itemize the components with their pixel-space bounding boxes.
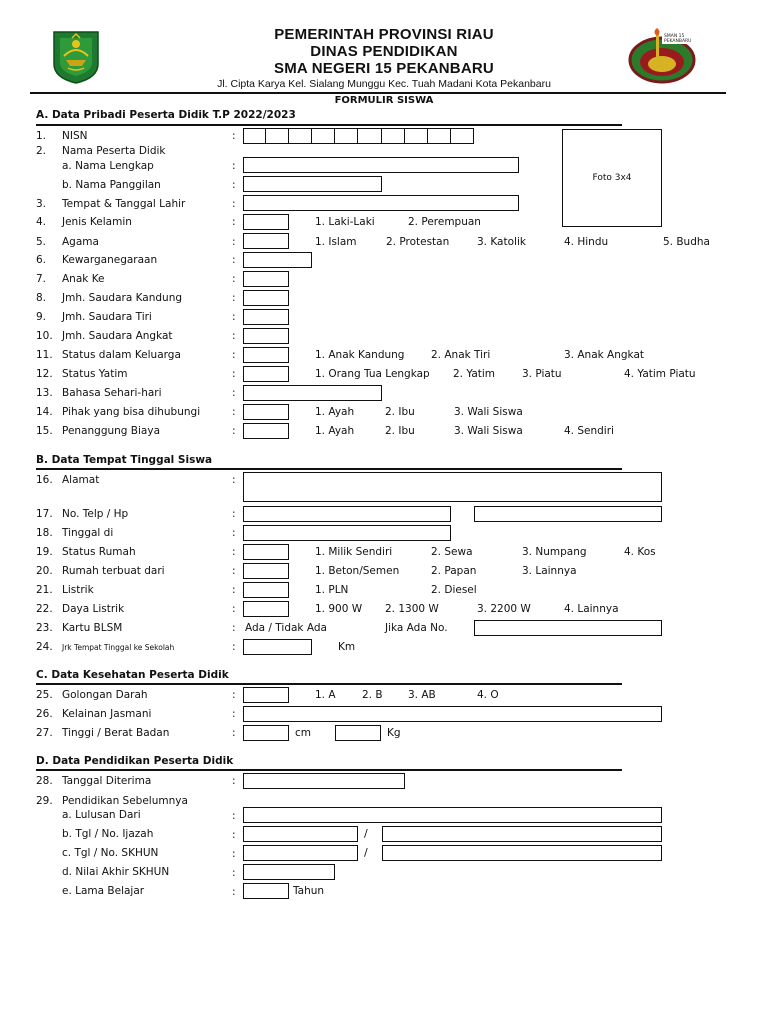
status-rumah-option: 2. Sewa <box>431 546 473 558</box>
row-29a-colon: : <box>232 810 236 822</box>
golongan-darah-option: 2. B <box>362 689 383 701</box>
kartu-blsm-no-input[interactable] <box>474 620 662 636</box>
penanggung-biaya-option: 1. Ayah <box>315 425 355 437</box>
row-26-num: 26. <box>36 708 53 720</box>
pihak-dihubungi-option: 2. Ibu <box>385 406 415 418</box>
nama-lengkap-input[interactable] <box>243 157 519 173</box>
row-19-label: Status Rumah <box>62 546 136 558</box>
status-keluarga-option: 2. Anak Tiri <box>431 349 491 361</box>
row-7-label: Anak Ke <box>62 273 105 285</box>
row-23-colon: : <box>232 622 236 634</box>
row-3-colon: : <box>232 198 236 210</box>
ijazah-slash: / <box>364 827 368 840</box>
right-logo-caption: SMAN 15 PEKANBARU <box>664 34 692 44</box>
row-20-label: Rumah terbuat dari <box>62 565 165 577</box>
header-address: Jl. Cipta Karya Kel. Sialang Munggu Kec. Tuah Madani Kota Pekanbaru <box>217 78 551 90</box>
header-line-1: PEMERINTAH PROVINSI RIAU <box>274 26 494 43</box>
daya-listrik-option: 2. 1300 W <box>385 603 439 615</box>
row-12-colon: : <box>232 368 236 380</box>
row-23-num: 23. <box>36 622 53 634</box>
row-19-colon: : <box>232 546 236 558</box>
nisn-digit-box[interactable] <box>405 128 428 144</box>
row-17-label: No. Telp / Hp <box>62 508 129 520</box>
row-26-colon: : <box>232 708 236 720</box>
tinggal-di-input[interactable] <box>243 525 451 541</box>
row-22-colon: : <box>232 603 236 615</box>
nisn-digit-box[interactable] <box>289 128 312 144</box>
row-3-num: 3. <box>36 198 47 210</box>
row-9-label: Jmh. Saudara Tiri <box>62 311 152 323</box>
row-8-label: Jmh. Saudara Kandung <box>62 292 183 304</box>
berat-input[interactable] <box>335 725 381 741</box>
row-27-num: 27. <box>36 727 53 739</box>
row-1-colon: : <box>232 130 236 142</box>
section-d-title: D. Data Pendidikan Peserta Didik <box>36 755 234 767</box>
nisn-digit-box[interactable] <box>312 128 335 144</box>
anak-ke-input[interactable] <box>243 271 289 287</box>
jarak-unit: Km <box>338 641 356 653</box>
form-title: FORMULIR SISWA <box>334 95 434 106</box>
row-1-label: NISN <box>62 130 88 142</box>
penanggung-biaya-option: 4. Sendiri <box>564 425 614 437</box>
jenis-kelamin-option: 1. Laki-Laki <box>315 216 375 228</box>
jarak-sekolah-input[interactable] <box>243 639 312 655</box>
row-5-label: Agama <box>62 236 99 248</box>
no-ijazah-input[interactable] <box>382 826 662 842</box>
tinggi-input[interactable] <box>243 725 289 741</box>
row-17-colon: : <box>232 508 236 520</box>
berat-unit: Kg <box>387 727 401 739</box>
row-3-label: Tempat & Tanggal Lahir <box>62 198 186 210</box>
nisn-digit-box[interactable] <box>428 128 451 144</box>
bahasa-input[interactable] <box>243 385 382 401</box>
section-b-title: B. Data Tempat Tinggal Siswa <box>36 454 213 466</box>
nisn-digit-box[interactable] <box>266 128 289 144</box>
row-2-num: 2. <box>36 145 47 157</box>
nama-panggilan-input[interactable] <box>243 176 382 192</box>
row-4-label: Jenis Kelamin <box>62 216 132 228</box>
status-yatim-input[interactable] <box>243 366 289 382</box>
status-rumah-option: 4. Kos <box>624 546 656 558</box>
golongan-darah-option: 3. AB <box>408 689 436 701</box>
tgl-skhun-input[interactable] <box>243 845 358 861</box>
row-20-colon: : <box>232 565 236 577</box>
nisn-digit-box[interactable] <box>335 128 358 144</box>
tinggi-unit: cm <box>295 727 312 739</box>
row-23-label: Kartu BLSM <box>62 622 123 634</box>
row-24-num: 24. <box>36 641 53 653</box>
row-10-num: 10. <box>36 330 53 342</box>
row-15-label: Penanggung Biaya <box>62 425 161 437</box>
penanggung-biaya-option: 2. Ibu <box>385 425 415 437</box>
agama-option: 2. Protestan <box>386 236 450 248</box>
row-2b-colon: : <box>232 179 236 191</box>
saudara-angkat-input[interactable] <box>243 328 289 344</box>
rumah-terbuat-option: 2. Papan <box>431 565 477 577</box>
row-6-label: Kewarganegaraan <box>62 254 158 266</box>
penanggung-biaya-input[interactable] <box>243 423 289 439</box>
row-19-num: 19. <box>36 546 53 558</box>
status-keluarga-option: 1. Anak Kandung <box>315 349 405 361</box>
row-13-colon: : <box>232 387 236 399</box>
row-29-label: Pendidikan Sebelumnya <box>62 795 188 807</box>
status-yatim-option: 2. Yatim <box>453 368 496 380</box>
row-26-label: Kelainan Jasmani <box>62 708 152 720</box>
row-6-num: 6. <box>36 254 47 266</box>
listrik-option: 1. PLN <box>315 584 349 596</box>
skhun-slash: / <box>364 846 368 859</box>
row-20-num: 20. <box>36 565 53 577</box>
alamat-input[interactable] <box>243 472 662 502</box>
row-1-num: 1. <box>36 130 47 142</box>
row-25-label: Golongan Darah <box>62 689 148 701</box>
status-rumah-input[interactable] <box>243 544 289 560</box>
golongan-darah-option: 1. A <box>315 689 336 701</box>
row-25-num: 25. <box>36 689 53 701</box>
rumah-terbuat-option: 1. Beton/Semen <box>315 565 400 577</box>
row-11-label: Status dalam Keluarga <box>62 349 181 361</box>
row-11-colon: : <box>232 349 236 361</box>
kartu-blsm-no-label: Jika Ada No. <box>385 622 448 634</box>
row-21-colon: : <box>232 584 236 596</box>
no-skhun-input[interactable] <box>382 845 662 861</box>
row-14-label: Pihak yang bisa dihubungi <box>62 406 201 418</box>
status-yatim-option: 1. Orang Tua Lengkap <box>315 368 430 380</box>
section-c-title: C. Data Kesehatan Peserta Didik <box>36 669 229 681</box>
row-2a-label: a. Nama Lengkap <box>62 160 154 172</box>
jenis-kelamin-option: 2. Perempuan <box>408 216 481 228</box>
row-18-num: 18. <box>36 527 53 539</box>
row-28-colon: : <box>232 775 236 787</box>
row-9-colon: : <box>232 311 236 323</box>
nilai-skhun-input[interactable] <box>243 864 335 880</box>
kartu-blsm-value: Ada / Tidak Ada <box>245 622 327 634</box>
lama-belajar-input[interactable] <box>243 883 289 899</box>
row-29e-label: e. Lama Belajar <box>62 885 145 897</box>
hp-input[interactable] <box>474 506 662 522</box>
row-5-colon: : <box>232 236 236 248</box>
row-24-colon: : <box>232 641 236 653</box>
daya-listrik-input[interactable] <box>243 601 289 617</box>
nisn-digit-box[interactable] <box>451 128 474 144</box>
saudara-kandung-input[interactable] <box>243 290 289 306</box>
row-29e-colon: : <box>232 886 236 898</box>
lulusan-dari-input[interactable] <box>243 807 662 823</box>
row-15-num: 15. <box>36 425 53 437</box>
row-29c-label: c. Tgl / No. SKHUN <box>62 847 159 859</box>
section-c-underline <box>36 683 622 685</box>
row-14-colon: : <box>232 406 236 418</box>
pihak-dihubungi-option: 1. Ayah <box>315 406 355 418</box>
section-b-underline <box>36 468 622 470</box>
row-25-colon: : <box>232 689 236 701</box>
row-28-label: Tanggal Diterima <box>62 775 152 787</box>
row-10-label: Jmh. Saudara Angkat <box>62 330 173 342</box>
agama-option: 3. Katolik <box>477 236 526 248</box>
nisn-input[interactable] <box>243 128 474 144</box>
row-22-num: 22. <box>36 603 53 615</box>
header-line-3: SMA NEGERI 15 PEKANBARU <box>274 60 494 77</box>
daya-listrik-option: 3. 2200 W <box>477 603 531 615</box>
tgl-ijazah-input[interactable] <box>243 826 358 842</box>
daya-listrik-option: 4. Lainnya <box>564 603 619 615</box>
row-24-label: Jrk Tempat Tinggal ke Sekolah <box>62 643 175 652</box>
row-14-num: 14. <box>36 406 53 418</box>
tanggal-diterima-input[interactable] <box>243 773 405 789</box>
kewarganegaraan-input[interactable] <box>243 252 312 268</box>
pihak-dihubungi-option: 3. Wali Siswa <box>454 406 523 418</box>
status-yatim-option: 3. Piatu <box>522 368 562 380</box>
agama-option: 5. Budha <box>663 236 710 248</box>
tempat-tanggal-lahir-input[interactable] <box>243 195 519 211</box>
section-d-underline <box>36 769 622 771</box>
agama-input[interactable] <box>243 233 289 249</box>
row-28-num: 28. <box>36 775 53 787</box>
row-29a-label: a. Lulusan Dari <box>62 809 141 821</box>
status-yatim-option: 4. Yatim Piatu <box>624 368 696 380</box>
rumah-terbuat-input[interactable] <box>243 563 289 579</box>
header-line-2: DINAS PENDIDIKAN <box>310 43 458 60</box>
telp-input[interactable] <box>243 506 451 522</box>
row-16-colon: : <box>232 474 236 486</box>
section-a-title: A. Data Pribadi Peserta Didik T.P 2022/2023 <box>36 109 296 121</box>
agama-option: 4. Hindu <box>564 236 609 248</box>
saudara-tiri-input[interactable] <box>243 309 289 325</box>
listrik-option: 2. Diesel <box>431 584 477 596</box>
row-9-num: 9. <box>36 311 47 323</box>
row-2a-colon: : <box>232 160 236 172</box>
row-4-num: 4. <box>36 216 47 228</box>
row-17-num: 17. <box>36 508 53 520</box>
section-a-underline <box>36 124 622 126</box>
row-12-label: Status Yatim <box>62 368 128 380</box>
row-12-num: 12. <box>36 368 53 380</box>
row-27-label: Tinggi / Berat Badan <box>62 727 170 739</box>
pihak-dihubungi-input[interactable] <box>243 404 289 420</box>
row-29d-label: d. Nilai Akhir SKHUN <box>62 866 170 878</box>
row-10-colon: : <box>232 330 236 342</box>
row-29b-colon: : <box>232 829 236 841</box>
listrik-input[interactable] <box>243 582 289 598</box>
row-29d-colon: : <box>232 867 236 879</box>
nisn-digit-box[interactable] <box>358 128 381 144</box>
row-15-colon: : <box>232 425 236 437</box>
golongan-darah-input[interactable] <box>243 687 289 703</box>
row-8-num: 8. <box>36 292 47 304</box>
row-13-num: 13. <box>36 387 53 399</box>
status-keluarga-option: 3. Anak Angkat <box>564 349 644 361</box>
row-11-num: 11. <box>36 349 53 361</box>
nisn-digit-box[interactable] <box>382 128 405 144</box>
jenis-kelamin-input[interactable] <box>243 214 289 230</box>
row-29-num: 29. <box>36 795 53 807</box>
header-divider <box>30 92 726 94</box>
status-rumah-option: 3. Numpang <box>522 546 587 558</box>
row-16-label: Alamat <box>62 474 100 486</box>
golongan-darah-option: 4. O <box>477 689 499 701</box>
row-6-colon: : <box>232 254 236 266</box>
row-2-label: Nama Peserta Didik <box>62 145 166 157</box>
photo-box[interactable] <box>562 129 662 227</box>
row-18-label: Tinggal di <box>62 527 114 539</box>
penanggung-biaya-option: 3. Wali Siswa <box>454 425 523 437</box>
row-18-colon: : <box>232 527 236 539</box>
row-4-colon: : <box>232 216 236 228</box>
row-7-num: 7. <box>36 273 47 285</box>
lama-belajar-unit: Tahun <box>293 885 325 897</box>
daya-listrik-option: 1. 900 W <box>315 603 363 615</box>
row-5-num: 5. <box>36 236 47 248</box>
row-21-label: Listrik <box>62 584 94 596</box>
row-8-colon: : <box>232 292 236 304</box>
row-21-num: 21. <box>36 584 53 596</box>
rumah-terbuat-option: 3. Lainnya <box>522 565 577 577</box>
kelainan-jasmani-input[interactable] <box>243 706 662 722</box>
nisn-digit-box[interactable] <box>243 128 266 144</box>
row-7-colon: : <box>232 273 236 285</box>
row-16-num: 16. <box>36 474 53 486</box>
row-27-colon: : <box>232 727 236 739</box>
row-29c-colon: : <box>232 848 236 860</box>
status-rumah-option: 1. Milik Sendiri <box>315 546 393 558</box>
row-29b-label: b. Tgl / No. Ijazah <box>62 828 154 840</box>
row-22-label: Daya Listrik <box>62 603 125 615</box>
photo-label: Foto 3x4 <box>592 173 632 183</box>
agama-option: 1. Islam <box>315 236 357 248</box>
row-13-label: Bahasa Sehari-hari <box>62 387 162 399</box>
row-2b-label: b. Nama Panggilan <box>62 179 161 191</box>
status-keluarga-input[interactable] <box>243 347 289 363</box>
